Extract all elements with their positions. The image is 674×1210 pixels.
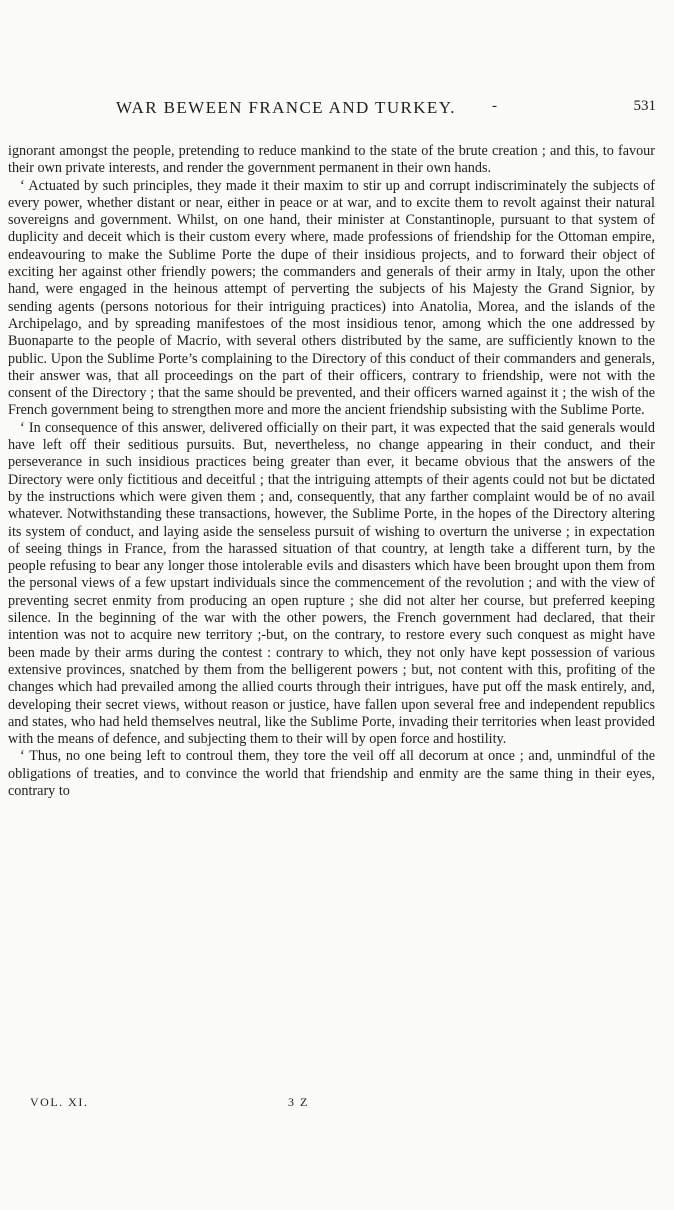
paragraph-1: ignorant amongst the people, pretending to reduce mankind to the state of the brute creation ; and this, to favour their own private interests, and render the government permanent in their own hands.	[8, 143, 655, 177]
paragraph-2: ‘ Actuated by such principles, they made it their maxim to stir up and corrupt indiscriminately the subjects of every power, whether distant or near, either in peace or at war, and to excite them to revolt against their natural sovereigns and government. Whilst, on one hand, their minister at Constantinople, pursuant to that system of duplicity and deceit which is their custom every where, made professions of friendship for the Ottoman empire, endeavouring to make the Sublime Porte the dupe of their insidious projects, and to forward their object of exciting her against other friendly powers; the commanders and generals of their army in Italy, upon the other hand, were engaged in the heinous attempt of perverting the subjects of his Majesty the Grand Signior, by sending agents (persons notorious for their intriguing practices) into Anatolia, Morea, and the islands of the Archipelago, and by spreading manifestoes of the most insidious tenor, among which the one addressed by Buonaparte to the people of Macrio, with several others distributed by the same, are sufficiently known to the public. Upon the Sublime Porte’s complaining to the Directory of this conduct of their commanders and generals, their answer was, that all proceedings on the part of their officers, contrary to friendship, were not with the consent of the Directory ; that the same should be prevented, and their officers warned against it ; the wish of the French government being to strengthen more and more the ancient friendship subsisting with the Sublime Porte.	[8, 177, 655, 419]
page-number: 531	[633, 98, 656, 114]
paragraph-3: ‘ In consequence of this answer, delivered officially on their part, it was expected that the said generals would have left off their seditious pursuits. But, nevertheless, no change appearing in their conduct, and their perseverance in such insidious practices being greater than ever, it became obvious that the answers of the Directory were only fictitious and deceitful ; that the intriguing attempts of their agents could not but be dictated by the instructions which were given them ; and, consequently, that any farther complaint would be of no avail whatever. Notwithstanding these transactions, however, the Sublime Porte, in the hopes of the Directory altering its system of conduct, and laying aside the senseless pursuit of wishing to overturn the universe ; in expectation of seeing things in France, from the harassed situation of that country, at length take a different turn, by the people refusing to bear any longer those intolerable evils and disasters which have been brought upon them from the personal views of a few upstart individuals since the commencement of the revolution ; and with the view of preventing secret enmity from producing an open rupture ; she did not alter her course, but preferred keeping silence. In the beginning of the war with the other powers, the French government had declared, that their intention was not to acquire new territory ;-but, on the contrary, to restore every such conquest as might have been made by their arms during the contest : contrary to which, they not only have kept possession of various extensive provinces, snatched by them from the belligerent powers ; but, not content with this, profiting of the changes which had prevailed among the allied courts through their intrigues, have put off the mask entirely, and, developing their secret views, without reason or justice, have fallen upon several free and independent republics and states, who had held themselves neutral, like the Sublime Porte, invading their territories when least provided with the means of defence, and subjecting them to their will by open force and hostility.	[8, 419, 655, 748]
running-title: WAR BEWEEN FRANCE AND TURKEY.	[116, 98, 456, 117]
page-header	[116, 98, 656, 124]
signature-mark: 3 Z	[288, 1095, 309, 1109]
paragraph-4: ‘ Thus, no one being left to controul them, they tore the veil off all decorum at once ; and, unmindful of the obligations of treaties, and to convince the world that friendship and enmity are the same thing in their eyes, contrary to	[8, 748, 655, 799]
page-footer	[30, 1095, 350, 1115]
body-text	[8, 143, 655, 800]
volume-label: VOL. XI.	[30, 1095, 89, 1109]
header-mark: -	[492, 98, 497, 114]
